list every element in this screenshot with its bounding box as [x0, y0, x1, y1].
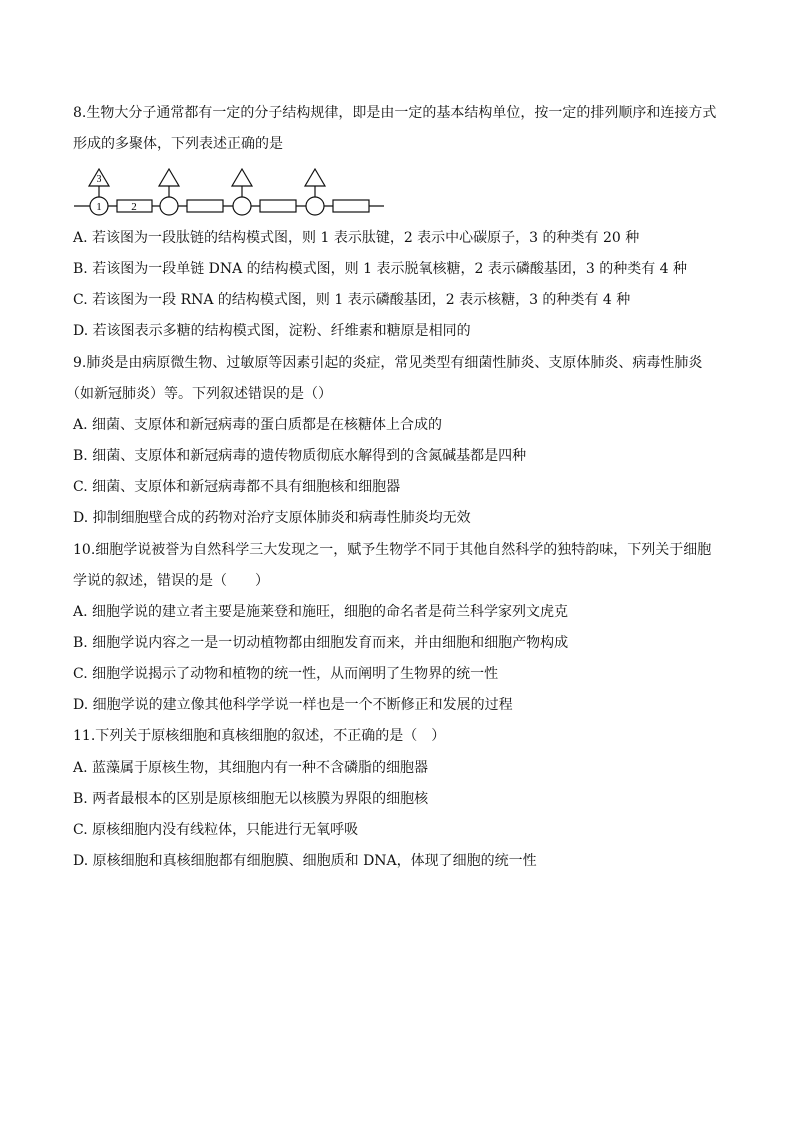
- label-2: 2: [131, 201, 137, 213]
- q9-option-b: B. 细菌、支原体和新冠病毒的遗传物质彻底水解得到的含氮碱基都是四种: [73, 448, 527, 464]
- circle: [306, 197, 324, 215]
- circle: [233, 197, 251, 215]
- q8-option-c: C. 若该图为一段 RNA 的结构模式图，则 1 表示磷酸基团，2 表示核糖，3 的种类有 4 种: [73, 292, 631, 308]
- triangle: [305, 169, 325, 186]
- q8-option-d: D. 若该图表示多糖的结构模式图，淀粉、纤维素和糖原是相同的: [73, 323, 471, 339]
- q11-stem: 11.下列关于原核细胞和真核细胞的叙述，不正确的是（ ）: [73, 728, 446, 744]
- circle: [160, 197, 178, 215]
- q8-option-a: A. 若该图为一段肽链的结构模式图，则 1 表示肽键，2 表示中心碳原子，3 的种类有 20 种: [73, 230, 640, 246]
- rect: [260, 200, 296, 212]
- rect: [187, 200, 223, 212]
- rect: [333, 200, 369, 212]
- q8-stem-line2: 形成的多聚体，下列表述正确的是: [73, 136, 283, 152]
- label-1: 1: [96, 201, 102, 213]
- q10-option-c: C. 细胞学说揭示了动物和植物的统一性，从而阐明了生物界的统一性: [73, 666, 499, 682]
- q10-stem-line1: 10.细胞学说被誉为自然科学三大发现之一，赋予生物学不同于其他自然科学的独特韵味，下列关于细胞: [73, 542, 712, 558]
- q11-option-d: D. 原核细胞和真核细胞都有细胞膜、细胞质和 DNA，体现了细胞的统一性: [73, 853, 537, 869]
- q9-option-a: A. 细菌、支原体和新冠病毒的蛋白质都是在核糖体上合成的: [73, 417, 443, 433]
- q11-option-a: A. 蓝藻属于原核生物，其细胞内有一种不含磷脂的细胞器: [73, 760, 429, 776]
- q11-option-c: C. 原核细胞内没有线粒体，只能进行无氧呼吸: [73, 822, 359, 838]
- q10-option-b: B. 细胞学说内容之一是一切动植物都由细胞发育而来，并由细胞和细胞产物构成: [73, 635, 569, 651]
- q8-option-b: B. 若该图为一段单链 DNA 的结构模式图，则 1 表示脱氧核糖，2 表示磷酸基团，3 的种类有 4 种: [73, 261, 688, 277]
- q9-option-d: D. 抑制细胞壁合成的药物对治疗支原体肺炎和病毒性肺炎均无效: [73, 510, 471, 526]
- polymer-structure-diagram: [70, 163, 390, 221]
- q10-stem-line2: 学说的叙述，错误的是（ ）: [73, 573, 269, 589]
- triangle: [232, 169, 252, 186]
- q9-stem-line2: （如新冠肺炎）等。下列叙述错误的是（）: [66, 386, 332, 402]
- q10-option-d: D. 细胞学说的建立像其他科学学说一样也是一个不断修正和发展的过程: [73, 697, 513, 713]
- label-3: 3: [96, 174, 102, 185]
- q9-stem-line1: 9.肺炎是由病原微生物、过敏原等因素引起的炎症，常见类型有细菌性肺炎、支原体肺炎、病毒性肺炎: [73, 355, 703, 371]
- triangle: [159, 169, 179, 186]
- q8-stem-line1: 8.生物大分子通常都有一定的分子结构规律，即是由一定的基本结构单位，按一定的排列顺序和连接方式: [73, 105, 717, 121]
- q10-option-a: A. 细胞学说的建立者主要是施莱登和施旺，细胞的命名者是荷兰科学家列文虎克: [73, 604, 569, 620]
- q9-option-c: C. 细菌、支原体和新冠病毒都不具有细胞核和细胞器: [73, 479, 401, 495]
- q11-option-b: B. 两者最根本的区别是原核细胞无以核膜为界限的细胞核: [73, 791, 429, 807]
